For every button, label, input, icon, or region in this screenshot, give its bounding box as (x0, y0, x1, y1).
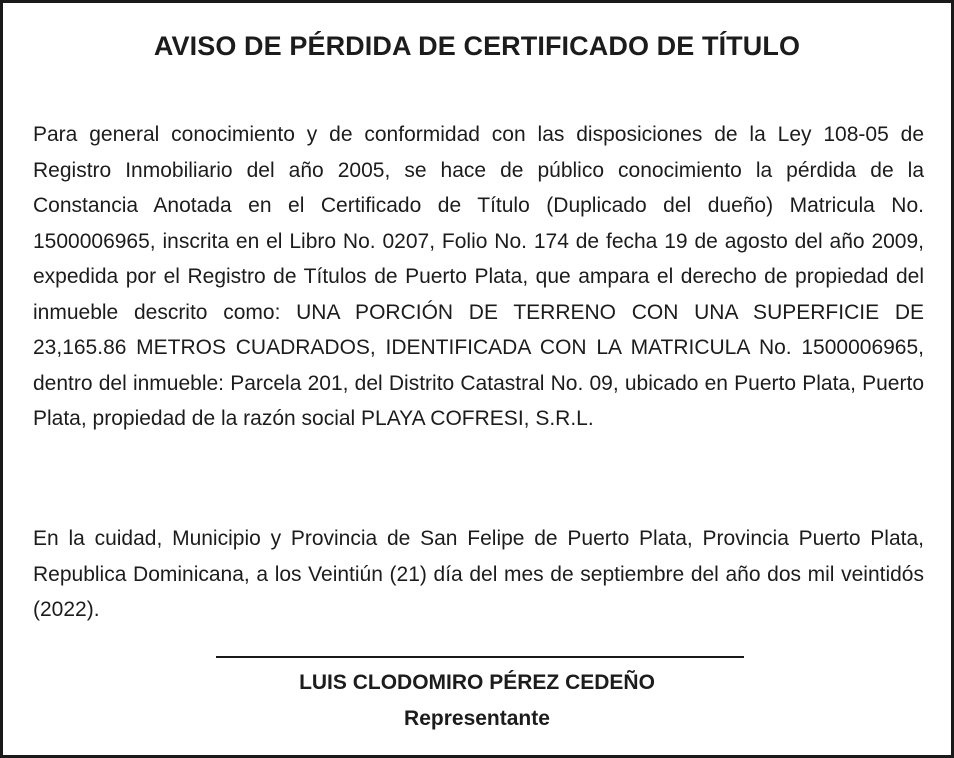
notice-date-paragraph: En la cuidad, Municipio y Provincia de San Felipe de Puerto Plata, Provincia Puerto Plata, Republica Dominicana, a los Veintiún (21) día del mes de septiembre del año dos mil veintidós (2022). (33, 527, 924, 621)
signatory-role: Representante (404, 707, 550, 730)
notice-title: AVISO DE PÉRDIDA DE CERTIFICADO DE TÍTULO (153, 31, 801, 61)
signature-line (216, 656, 744, 658)
signatory-name: LUIS CLODOMIRO PÉREZ CEDEÑO (299, 671, 655, 694)
notice-body-paragraph: Para general conocimiento y de conformidad con las disposiciones de la Ley 108-05 de Registro Inmobiliario del año 2005, se hace de público conocimiento la pérdida de la Constancia Anotada en el Certificado de Título (Duplicado del dueño) Matricula No. 1500006965, inscrita en el Libro No. 0207, Folio No. 174 de fecha 19 de agosto del año 2009, expedida por el Registro de Títulos de Puerto Plata, que ampara el derecho de propiedad del inmueble descrito como: UNA PORCIÓN DE TERRENO CON UNA SUPERFICIE DE 23,165.86 METROS CUADRADOS, IDENTIFICADA CON LA MATRICULA No. 1500006965, dentro del inmueble: Parcela 201, del Distrito Catastral No. 09, ubicado en Puerto Plata, Puerto Plata, propiedad de la razón social PLAYA COFRESI, S.R.L. (33, 123, 924, 430)
